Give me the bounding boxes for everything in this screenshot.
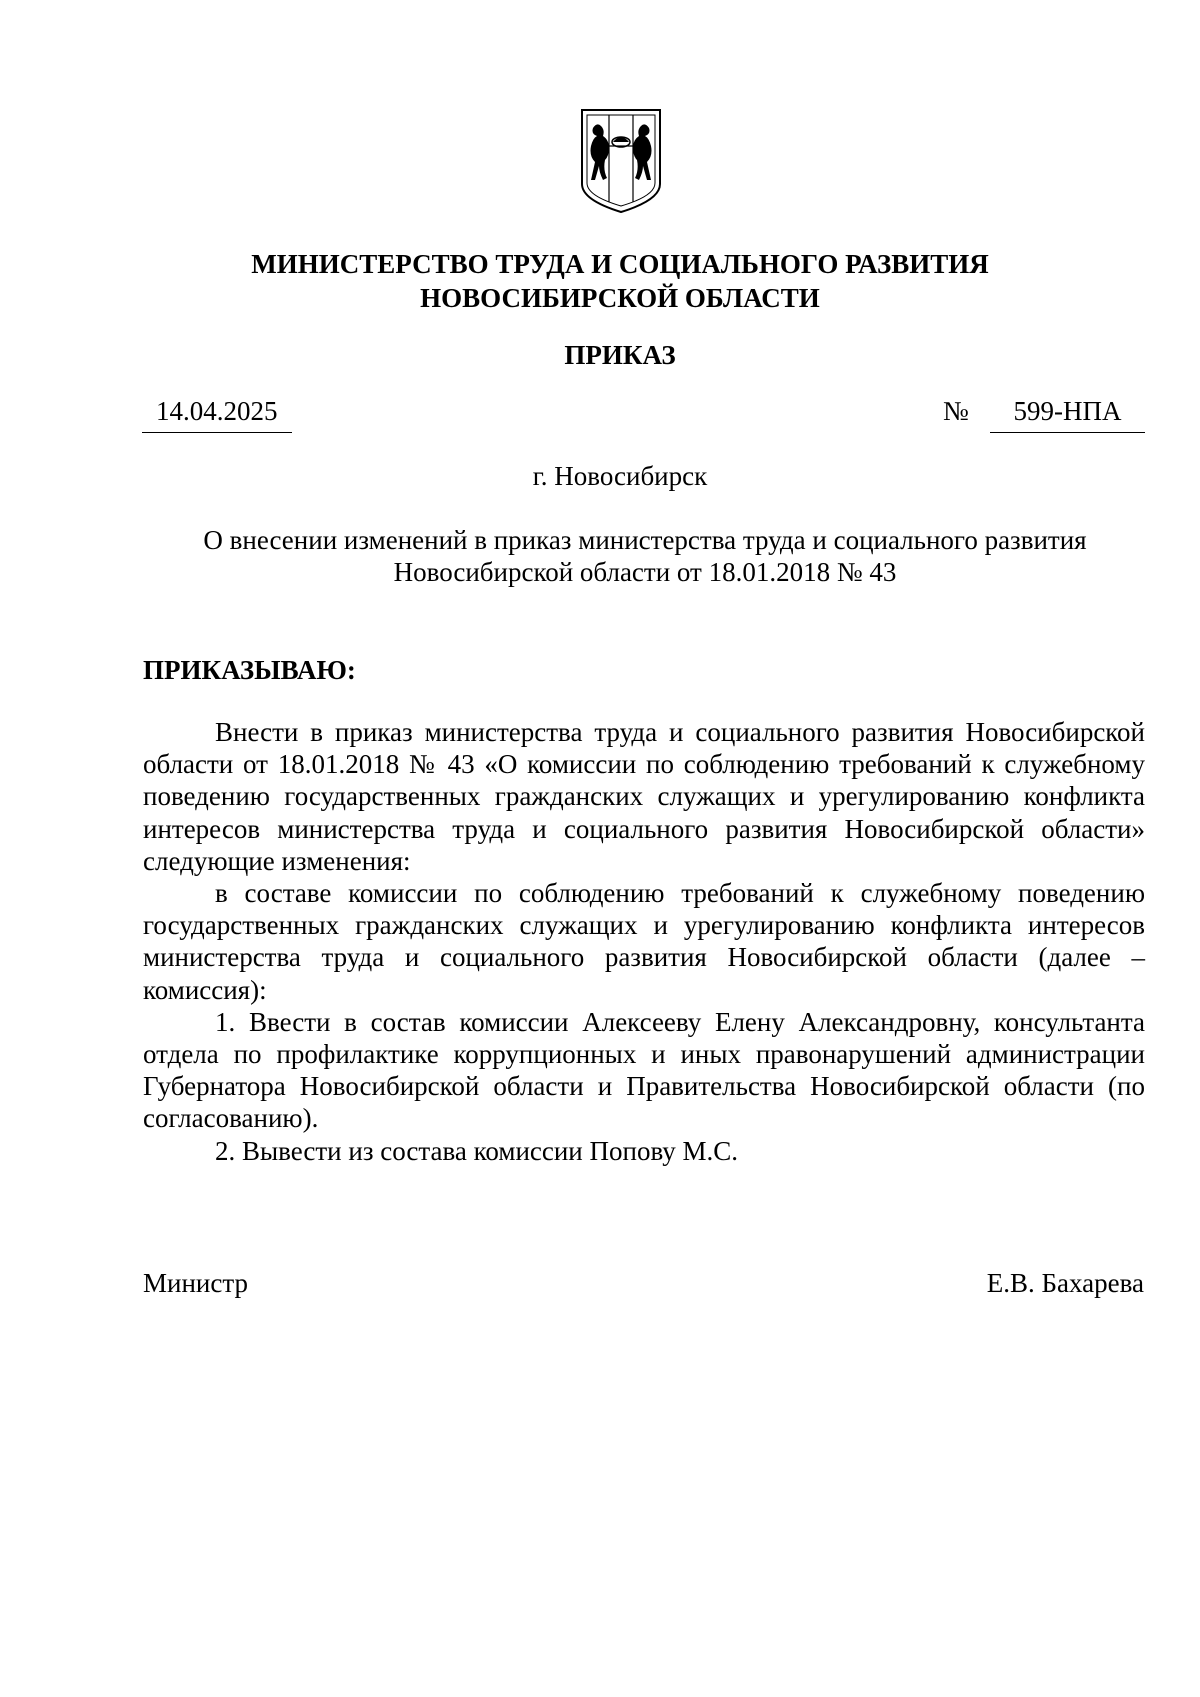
novosibirsk-coat-of-arms-icon — [579, 106, 663, 216]
document-subject — [150, 524, 1140, 588]
number-sign: № — [943, 396, 969, 426]
document-date: 14.04.2025 — [156, 396, 278, 426]
order-paragraph: Внести в приказ министерства труда и социального развития Новосибирской области от 18.01.2018 № 43 «О комиссии по соблюдению требований к служебному поведению государственных гражданских служащих и урегулированию конфликта интересов министерства труда и социального развития Новосибирской области» следующие изменения: — [143, 717, 1145, 876]
ministry-name-line1: МИНИСТЕРСТВО ТРУДА И СОЦИАЛЬНОГО РАЗВИТИЯ — [251, 249, 989, 279]
signer-title: Министр — [143, 1268, 248, 1298]
signer-name: Е.В. Бахарева — [986, 1268, 1144, 1298]
order-paragraph: в составе комиссии по соблюдению требований к служебному поведению государственных гражданских служащих и урегулированию конфликта интересов министерства труда и социального развития Новосибирской области (далее – комиссия): — [143, 878, 1145, 1005]
document-city: г. Новосибирск — [532, 461, 708, 491]
date-field — [142, 394, 292, 433]
order-body — [143, 716, 1145, 1167]
number-field — [990, 394, 1145, 433]
order-paragraph: 1. Ввести в состав комиссии Алексееву Елену Александровну, консультанта отдела по профилактике коррупционных и иных правонарушений администрации Губернатора Новосибирской области и Правительства Новосибирской области (по согласованию). — [143, 1006, 1145, 1134]
document-type: ПРИКАЗ — [564, 340, 676, 370]
document-number: 599-НПА — [1013, 396, 1122, 426]
order-heading: ПРИКАЗЫВАЮ: — [143, 655, 356, 685]
subject-line2: Новосибирской области от 18.01.2018 № 43 — [393, 557, 897, 587]
ministry-name — [150, 247, 1090, 315]
ministry-name-line2: НОВОСИБИРСКОЙ ОБЛАСТИ — [420, 283, 820, 313]
subject-line1: О внесении изменений в приказ министерства труда и социального развития — [203, 525, 1087, 555]
order-paragraph: 2. Вывести из состава комиссии Попову М.С. — [215, 1135, 739, 1166]
